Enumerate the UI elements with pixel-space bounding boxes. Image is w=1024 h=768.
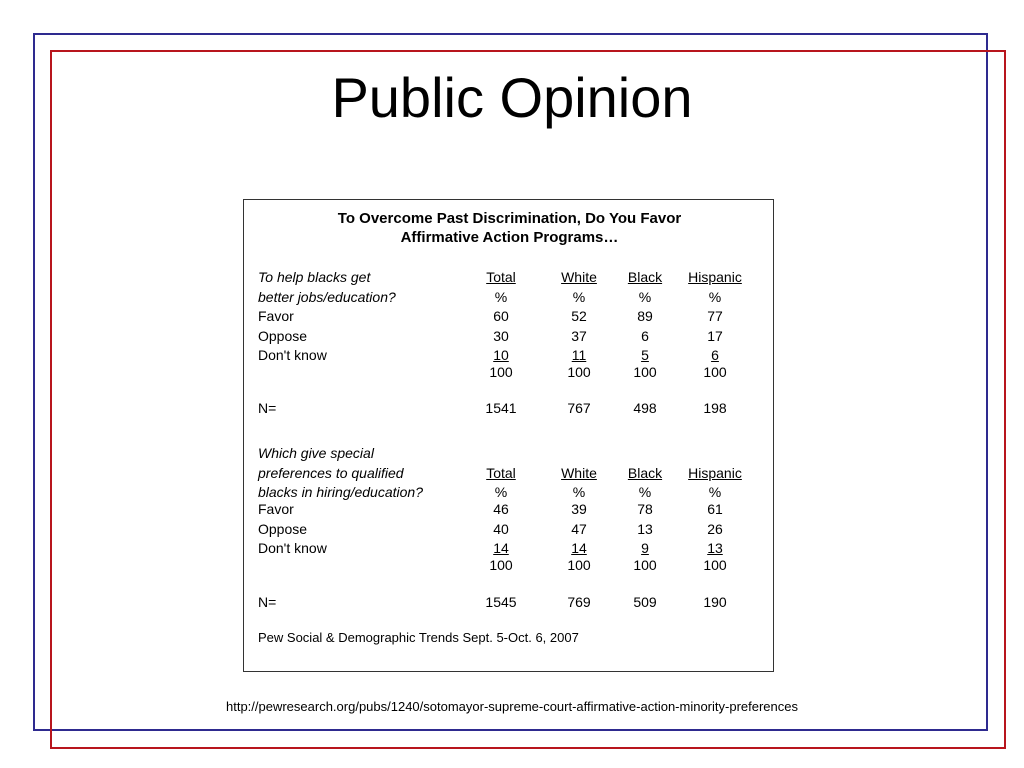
column-header: Black (627, 269, 663, 285)
unit-label: % (572, 484, 586, 500)
table-cell: 89 (637, 308, 653, 324)
table-cell: 14 (571, 540, 587, 556)
n-cell: 769 (567, 594, 591, 610)
table-cell: 61 (707, 501, 723, 517)
column-header: White (561, 464, 597, 481)
row-label: Oppose (258, 520, 308, 537)
row-label: Favor (258, 501, 294, 517)
n-cell: 509 (633, 594, 657, 610)
source-url[interactable]: http://pewresearch.org/pubs/1240/sotomayor-supreme-court-affirmative-action-minority-preferences (225, 699, 798, 714)
row-label: Don't know (258, 347, 327, 363)
unit-label: % (638, 288, 652, 305)
table-cell: 13 (707, 540, 723, 556)
slide-title: Public Opinion (331, 66, 693, 129)
column-header: Black (627, 464, 663, 481)
row-label: Favor (258, 308, 294, 324)
table-cell: 37 (571, 327, 587, 344)
n-cell: 1545 (485, 594, 517, 610)
unit-label: % (638, 484, 652, 500)
column-header: Total (486, 269, 516, 285)
table-cell: 52 (571, 308, 587, 324)
table-cell: 14 (493, 540, 509, 556)
table-cell: 5 (641, 347, 649, 363)
n-cell: 190 (703, 594, 727, 610)
table-cell: 26 (707, 520, 723, 537)
total-cell: 100 (567, 557, 591, 573)
row-label: Don't know (258, 540, 327, 556)
table-cell: 11 (571, 347, 587, 363)
table-title-line: Affirmative Action Programs… (400, 229, 619, 246)
total-cell: 100 (703, 364, 727, 380)
total-cell: 100 (633, 364, 657, 380)
table-cell: 30 (493, 327, 509, 344)
table-cell: 6 (711, 347, 719, 363)
table-cell: 39 (571, 501, 587, 517)
column-header: Hispanic (688, 464, 742, 481)
unit-label: % (572, 288, 586, 305)
unit-label: % (494, 484, 508, 500)
total-cell: 100 (703, 557, 727, 573)
total-cell: 100 (567, 364, 591, 380)
total-cell: 100 (489, 364, 513, 380)
question-line: To help blacks get (258, 269, 371, 285)
column-header: Total (486, 464, 516, 481)
table-cell: 40 (493, 520, 509, 537)
n-cell: 498 (633, 400, 657, 416)
question-line: preferences to qualified (258, 464, 404, 481)
table-title-line: To Overcome Past Discrimination, Do You Favor (337, 210, 682, 227)
table-cell: 46 (493, 501, 509, 517)
question-line: Which give special (258, 445, 374, 461)
table-cell: 6 (641, 327, 649, 344)
n-label: N= (258, 400, 277, 416)
unit-label: % (708, 484, 722, 500)
n-cell: 767 (567, 400, 591, 416)
column-header: Hispanic (688, 269, 742, 285)
total-cell: 100 (489, 557, 513, 573)
table-cell: 9 (641, 540, 649, 556)
n-label: N= (258, 594, 277, 610)
source-note: Pew Social & Demographic Trends Sept. 5-Oct. 6, 2007 (258, 630, 579, 645)
column-header: White (561, 269, 597, 285)
total-cell: 100 (633, 557, 657, 573)
table-cell: 13 (637, 520, 653, 537)
n-cell: 198 (703, 400, 727, 416)
table-title (244, 209, 775, 247)
n-cell: 1541 (485, 400, 517, 416)
table-cell: 17 (707, 327, 723, 344)
survey-table (243, 199, 774, 672)
table-cell: 47 (571, 520, 587, 537)
table-cell: 60 (493, 308, 509, 324)
question-line: blacks in hiring/education? (258, 484, 423, 500)
table-cell: 10 (493, 347, 509, 363)
question-line: better jobs/education? (258, 288, 396, 305)
unit-label: % (708, 288, 722, 305)
unit-label: % (494, 288, 508, 305)
row-label: Oppose (258, 327, 308, 344)
table-cell: 77 (707, 308, 723, 324)
table-cell: 78 (637, 501, 653, 517)
